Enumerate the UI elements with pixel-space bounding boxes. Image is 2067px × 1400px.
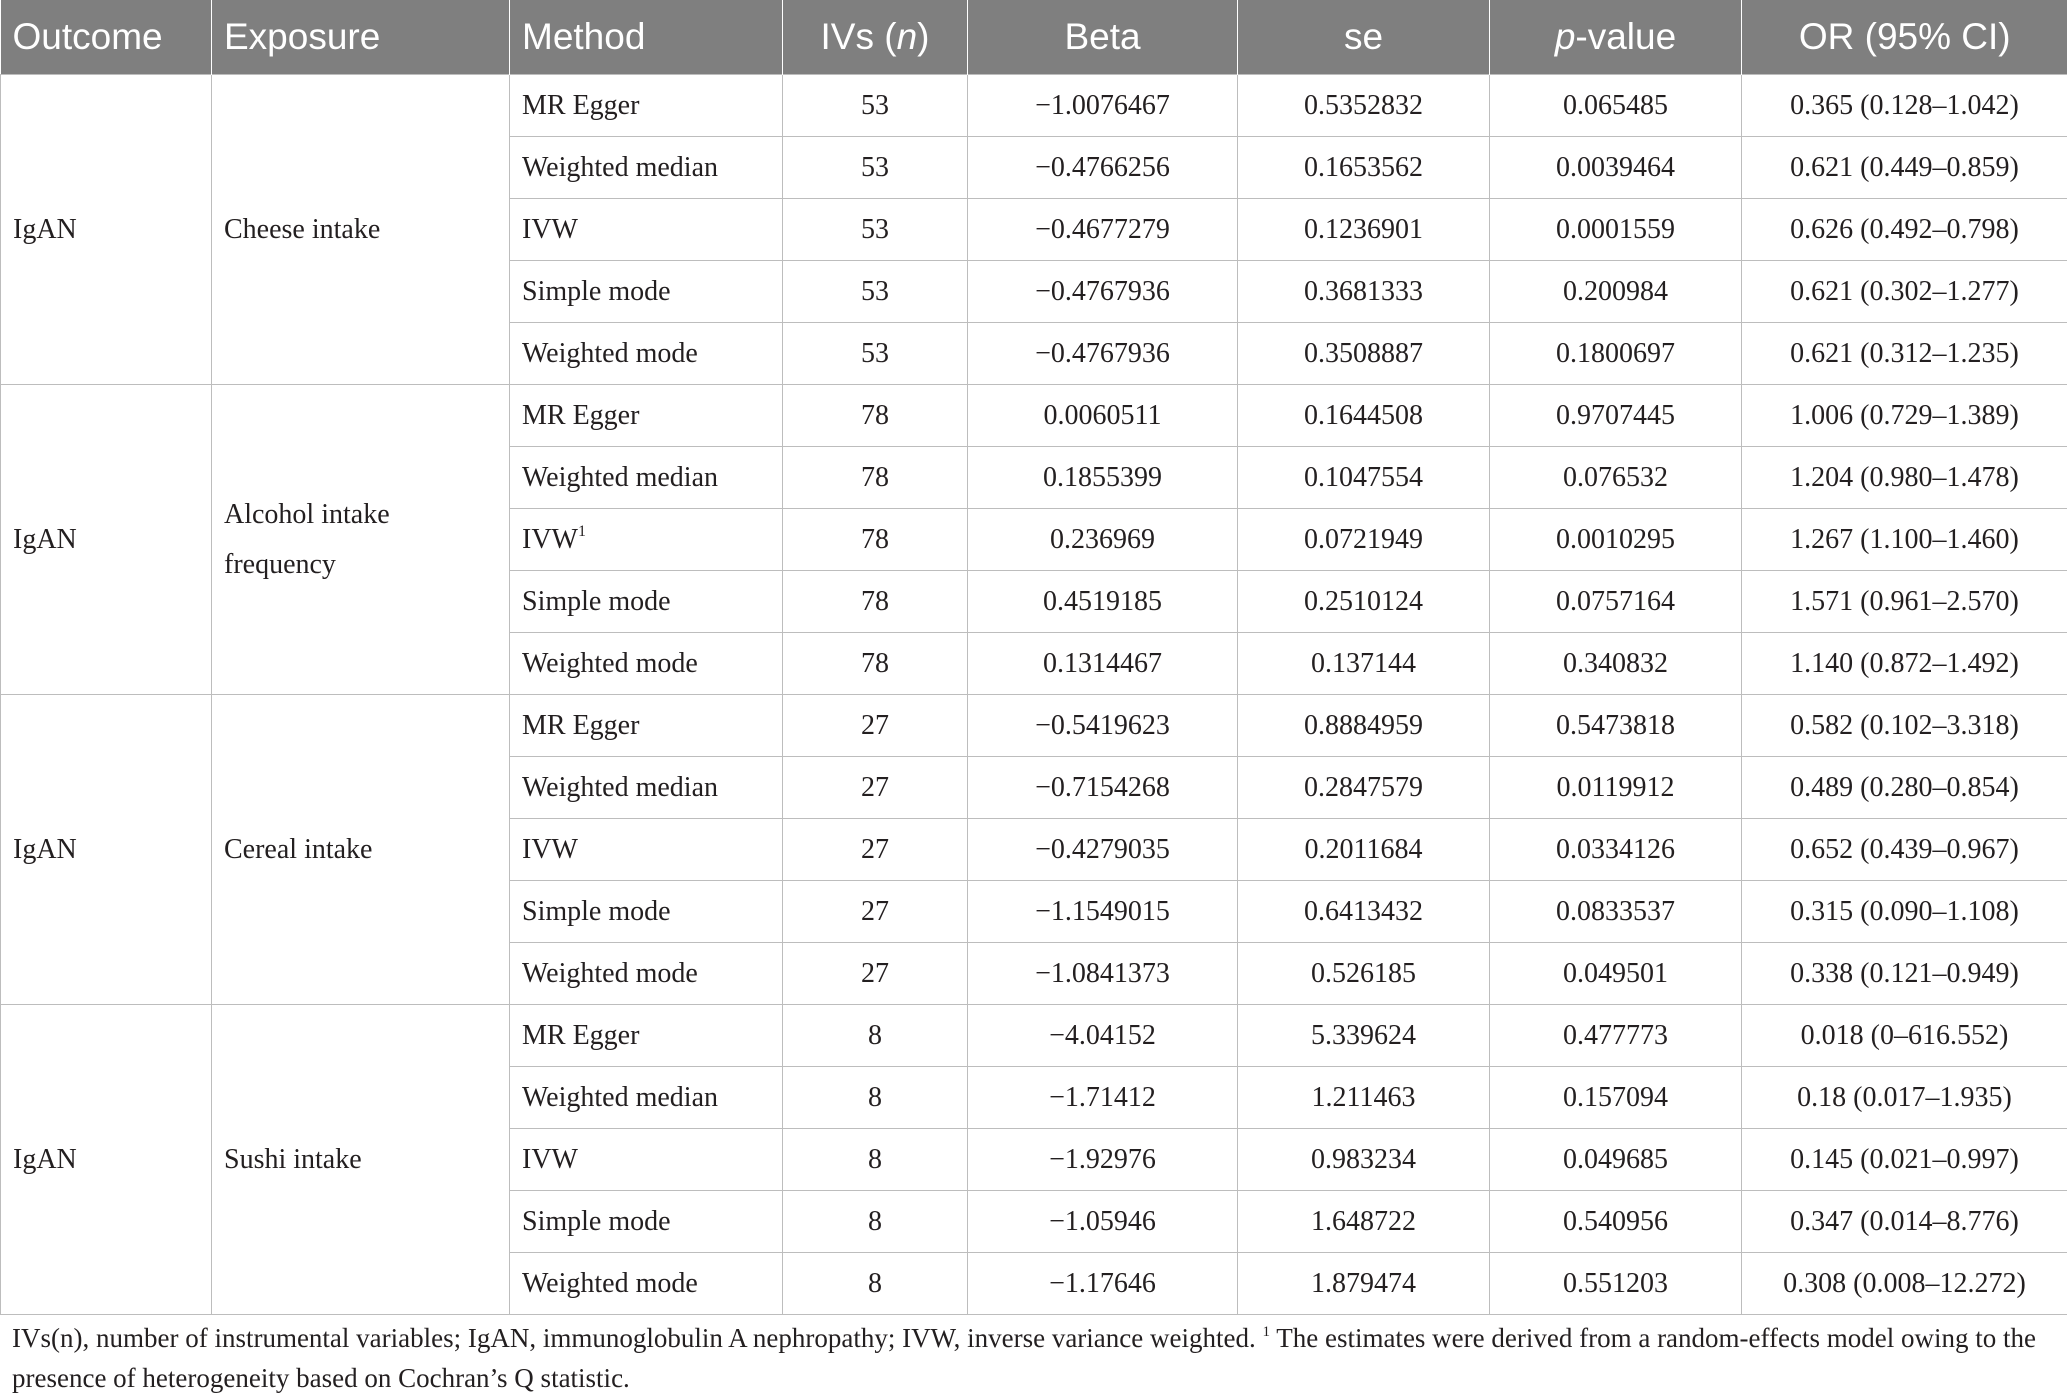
- exposure-cell: Cheese intake: [212, 75, 510, 385]
- pvalue-cell: 0.0039464: [1490, 137, 1742, 199]
- ivs-cell: 78: [783, 447, 968, 509]
- method-label: Simple mode: [522, 895, 671, 927]
- pvalue-cell: 0.0833537: [1490, 881, 1742, 943]
- se-cell: 0.983234: [1238, 1129, 1490, 1191]
- table-body: [1, 75, 2067, 1315]
- ivs-cell: 53: [783, 137, 968, 199]
- pvalue-cell: 0.0010295: [1490, 509, 1742, 571]
- ivs-cell: 53: [783, 75, 968, 137]
- method-label: IVW: [522, 1143, 578, 1175]
- se-cell: 0.2847579: [1238, 757, 1490, 819]
- method-cell: [510, 571, 783, 633]
- or-cell: 0.18 (0.017–1.935): [1742, 1067, 2067, 1129]
- method-cell: [510, 1129, 783, 1191]
- header-ivs-suffix: ): [917, 16, 930, 57]
- beta-cell: −1.1549015: [968, 881, 1238, 943]
- se-cell: 0.1644508: [1238, 385, 1490, 447]
- method-label: Weighted mode: [522, 647, 698, 679]
- or-cell: 0.582 (0.102–3.318): [1742, 695, 2067, 757]
- method-cell: [510, 261, 783, 323]
- method-cell: [510, 199, 783, 261]
- or-cell: 0.489 (0.280–0.854): [1742, 757, 2067, 819]
- or-cell: 0.365 (0.128–1.042): [1742, 75, 2067, 137]
- method-cell: [510, 881, 783, 943]
- ivs-cell: 8: [783, 1129, 968, 1191]
- ivs-cell: 78: [783, 633, 968, 695]
- beta-cell: −0.7154268: [968, 757, 1238, 819]
- or-cell: 1.204 (0.980–1.478): [1742, 447, 2067, 509]
- method-cell: [510, 1005, 783, 1067]
- method-label: Weighted median: [522, 771, 719, 803]
- beta-cell: 0.1855399: [968, 447, 1238, 509]
- exposure-cell: Sushi intake: [212, 1005, 510, 1315]
- method-label: IVW: [522, 833, 578, 865]
- se-cell: 0.0721949: [1238, 509, 1490, 571]
- ivs-cell: 78: [783, 385, 968, 447]
- method-label: MR Egger: [522, 399, 640, 431]
- beta-cell: −0.4767936: [968, 261, 1238, 323]
- beta-cell: −4.04152: [968, 1005, 1238, 1067]
- header-method: Method: [510, 0, 783, 75]
- se-cell: 1.648722: [1238, 1191, 1490, 1253]
- se-cell: 1.879474: [1238, 1253, 1490, 1315]
- ivs-cell: 27: [783, 819, 968, 881]
- outcome-cell: IgAN: [1, 385, 212, 695]
- ivs-cell: 53: [783, 261, 968, 323]
- se-cell: 0.3508887: [1238, 323, 1490, 385]
- header-se: se: [1238, 0, 1490, 75]
- or-cell: 1.571 (0.961–2.570): [1742, 571, 2067, 633]
- method-cell: [510, 943, 783, 1005]
- pvalue-cell: 0.0119912: [1490, 757, 1742, 819]
- or-cell: 0.621 (0.302–1.277): [1742, 261, 2067, 323]
- footnote-text-before: IVs(n), number of instrumental variables; IgAN, immunoglobulin A nephropathy; IVW, inverse variance weighted.: [12, 1323, 1263, 1353]
- se-cell: 0.1047554: [1238, 447, 1490, 509]
- ivs-cell: 8: [783, 1005, 968, 1067]
- pvalue-cell: 0.0757164: [1490, 571, 1742, 633]
- footnote-marker: 1: [1262, 1324, 1270, 1340]
- se-cell: 0.3681333: [1238, 261, 1490, 323]
- method-label: MR Egger: [522, 1019, 640, 1051]
- method-label: MR Egger: [522, 709, 640, 741]
- beta-cell: −0.4767936: [968, 323, 1238, 385]
- header-exposure: Exposure: [212, 0, 510, 75]
- se-cell: 0.6413432: [1238, 881, 1490, 943]
- se-cell: 0.2011684: [1238, 819, 1490, 881]
- se-cell: 5.339624: [1238, 1005, 1490, 1067]
- method-cell: [510, 757, 783, 819]
- outcome-cell: IgAN: [1, 75, 212, 385]
- pvalue-cell: 0.9707445: [1490, 385, 1742, 447]
- method-cell: [510, 633, 783, 695]
- or-cell: 0.338 (0.121–0.949): [1742, 943, 2067, 1005]
- or-cell: 0.145 (0.021–0.997): [1742, 1129, 2067, 1191]
- header-pvalue-italic: p: [1554, 16, 1576, 57]
- pvalue-cell: 0.157094: [1490, 1067, 1742, 1129]
- header-pvalue: [1490, 0, 1742, 75]
- beta-cell: −1.0076467: [968, 75, 1238, 137]
- method-label: IVW: [522, 523, 578, 555]
- pvalue-cell: 0.0334126: [1490, 819, 1742, 881]
- header-ivs-prefix: IVs (: [820, 16, 897, 57]
- or-cell: 0.018 (0–616.552): [1742, 1005, 2067, 1067]
- beta-cell: −1.71412: [968, 1067, 1238, 1129]
- method-label: Simple mode: [522, 585, 671, 617]
- or-cell: 0.308 (0.008–12.272): [1742, 1253, 2067, 1315]
- ivs-cell: 8: [783, 1253, 968, 1315]
- method-cell: [510, 1253, 783, 1315]
- method-label: Simple mode: [522, 275, 671, 307]
- pvalue-cell: 0.0001559: [1490, 199, 1742, 261]
- pvalue-cell: 0.477773: [1490, 1005, 1742, 1067]
- method-cell: [510, 447, 783, 509]
- or-cell: 0.621 (0.312–1.235): [1742, 323, 2067, 385]
- beta-cell: −1.0841373: [968, 943, 1238, 1005]
- header-outcome: Outcome: [1, 0, 212, 75]
- or-cell: 1.006 (0.729–1.389): [1742, 385, 2067, 447]
- outcome-cell: IgAN: [1, 1005, 212, 1315]
- method-cell: [510, 75, 783, 137]
- pvalue-cell: 0.065485: [1490, 75, 1742, 137]
- method-cell: [510, 323, 783, 385]
- table-row: [1, 75, 2067, 137]
- header-ivs-italic: n: [896, 16, 918, 57]
- or-cell: 1.140 (0.872–1.492): [1742, 633, 2067, 695]
- method-cell: [510, 385, 783, 447]
- method-label: Weighted median: [522, 461, 719, 493]
- se-cell: 0.137144: [1238, 633, 1490, 695]
- pvalue-cell: 0.049501: [1490, 943, 1742, 1005]
- or-cell: 0.315 (0.090–1.108): [1742, 881, 2067, 943]
- outcome-cell: IgAN: [1, 695, 212, 1005]
- method-cell: [510, 509, 783, 571]
- pvalue-cell: 0.340832: [1490, 633, 1742, 695]
- beta-cell: −0.4677279: [968, 199, 1238, 261]
- beta-cell: −1.05946: [968, 1191, 1238, 1253]
- header-beta: Beta: [968, 0, 1238, 75]
- beta-cell: 0.0060511: [968, 385, 1238, 447]
- pvalue-cell: 0.076532: [1490, 447, 1742, 509]
- beta-cell: −0.4766256: [968, 137, 1238, 199]
- table-row: [1, 695, 2067, 757]
- footnote-text-after: The estimates were derived from a random-effects model owing to the presence of heterogeneity based on Cochran’s Q statistic.: [12, 1323, 2036, 1393]
- pvalue-cell: 0.1800697: [1490, 323, 1742, 385]
- method-label: Weighted mode: [522, 337, 698, 369]
- or-cell: 0.626 (0.492–0.798): [1742, 199, 2067, 261]
- pvalue-cell: 0.5473818: [1490, 695, 1742, 757]
- ivs-cell: 27: [783, 695, 968, 757]
- ivs-cell: 78: [783, 509, 968, 571]
- method-label: Weighted median: [522, 1081, 719, 1113]
- or-cell: 0.652 (0.439–0.967): [1742, 819, 2067, 881]
- ivs-cell: 27: [783, 757, 968, 819]
- se-cell: 0.5352832: [1238, 75, 1490, 137]
- pvalue-cell: 0.200984: [1490, 261, 1742, 323]
- header-ivs: [783, 0, 968, 75]
- table-footnote: [12, 1318, 2052, 1398]
- exposure-cell: Alcohol intake frequency: [212, 385, 510, 695]
- method-footnote-marker: 1: [577, 522, 586, 540]
- pvalue-cell: 0.551203: [1490, 1253, 1742, 1315]
- pvalue-cell: 0.049685: [1490, 1129, 1742, 1191]
- or-cell: 1.267 (1.100–1.460): [1742, 509, 2067, 571]
- method-label: Simple mode: [522, 1205, 671, 1237]
- method-label: Weighted mode: [522, 957, 698, 989]
- table-row: [1, 1005, 2067, 1067]
- ivs-cell: 27: [783, 943, 968, 1005]
- se-cell: 0.8884959: [1238, 695, 1490, 757]
- method-cell: [510, 819, 783, 881]
- exposure-cell: Cereal intake: [212, 695, 510, 1005]
- beta-cell: −1.92976: [968, 1129, 1238, 1191]
- or-cell: 0.621 (0.449–0.859): [1742, 137, 2067, 199]
- pvalue-cell: 0.540956: [1490, 1191, 1742, 1253]
- ivs-cell: 53: [783, 199, 968, 261]
- se-cell: 0.526185: [1238, 943, 1490, 1005]
- header-row: [1, 0, 2067, 75]
- ivs-cell: 78: [783, 571, 968, 633]
- ivs-cell: 27: [783, 881, 968, 943]
- ivs-cell: 53: [783, 323, 968, 385]
- beta-cell: 0.1314467: [968, 633, 1238, 695]
- se-cell: 0.2510124: [1238, 571, 1490, 633]
- beta-cell: 0.236969: [968, 509, 1238, 571]
- method-cell: [510, 1191, 783, 1253]
- se-cell: 0.1236901: [1238, 199, 1490, 261]
- ivs-cell: 8: [783, 1191, 968, 1253]
- or-cell: 0.347 (0.014–8.776): [1742, 1191, 2067, 1253]
- method-label: MR Egger: [522, 89, 640, 121]
- beta-cell: −0.4279035: [968, 819, 1238, 881]
- beta-cell: 0.4519185: [968, 571, 1238, 633]
- ivs-cell: 8: [783, 1067, 968, 1129]
- method-cell: [510, 695, 783, 757]
- method-label: Weighted mode: [522, 1267, 698, 1299]
- method-label: Weighted median: [522, 151, 719, 183]
- se-cell: 0.1653562: [1238, 137, 1490, 199]
- method-cell: [510, 1067, 783, 1129]
- method-label: IVW: [522, 213, 578, 245]
- method-cell: [510, 137, 783, 199]
- header-or: OR (95% CI): [1742, 0, 2067, 75]
- beta-cell: −1.17646: [968, 1253, 1238, 1315]
- se-cell: 1.211463: [1238, 1067, 1490, 1129]
- table-row: [1, 385, 2067, 447]
- header-pvalue-suffix: -value: [1575, 16, 1677, 57]
- beta-cell: −0.5419623: [968, 695, 1238, 757]
